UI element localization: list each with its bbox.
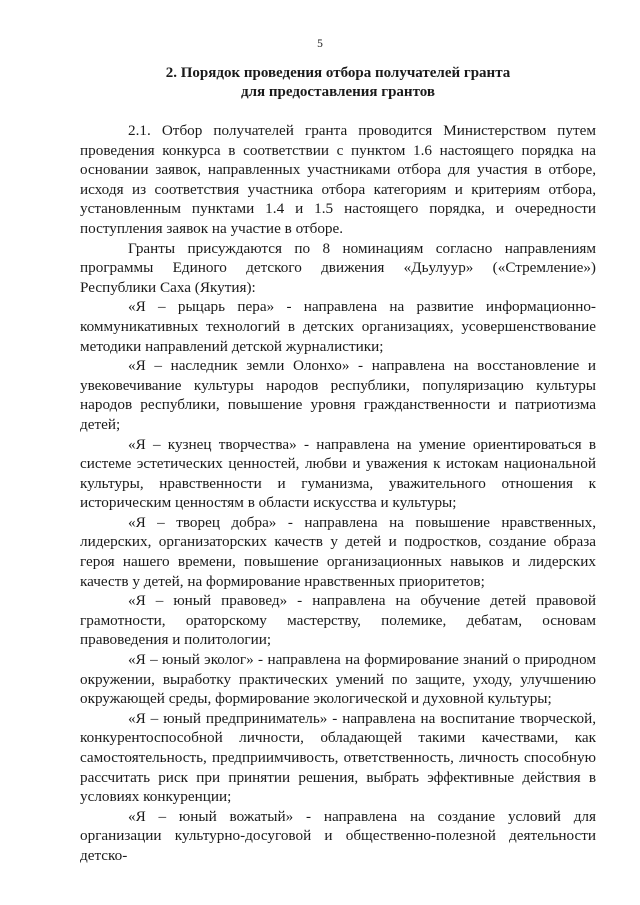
section-heading (80, 64, 596, 102)
document-body (80, 121, 596, 866)
paragraph-nomination-creator-of-good: «Я – творец добра» - направлена на повышение нравственных, лидерских, организаторских качеств у детей и подростков, создание образа героя нашего времени, повышение организационных навыков и лидерских качеств у детей, на формирование нравственных приоритетов; (80, 513, 596, 590)
paragraph-nomination-young-counselor: «Я – юный вожатый» - направлена на создание условий для организации культурно-досуговой и общественно-полезной деятельности детско- (80, 807, 596, 864)
paragraph-nominations-intro: Гранты присуждаются по 8 номинациям согласно направлениям программы Единого детского движения «Дьулуур» («Стремление») Республики Саха (Якутия): (80, 239, 596, 296)
paragraph-nomination-young-entrepreneur: «Я – юный предприниматель» - направлена на воспитание творческой, конкурентоспособной личности, обладающей такими качествами, как самостоятельность, предприимчивость, ответственность, личность способную рассчитать риск при принятии решения, выбрать эффективные действия в условиях конкуренции; (80, 709, 596, 806)
paragraph-nomination-knight-of-pen: «Я – рыцарь пера» - направлена на развитие информационно-коммуникативных технологий в детских организациях, усовершенствование методики направлений детской журналистики; (80, 298, 596, 355)
paragraph-nomination-young-jurist: «Я – юный правовед» - направлена на обучение детей правовой грамотности, ораторскому мастерству, полемике, дебатам, основам правоведения и политологии; (80, 592, 596, 649)
paragraph-nomination-young-ecologist: «Я – юный эколог» - направлена на формирование знаний о природном окружении, выработку практических умений по защите, уходу, улучшению окружающей среды, формирование экологической и духовной культуры; (80, 651, 596, 708)
paragraph-nomination-olonkho-heir: «Я – наследник земли Олонхо» - направлена на восстановление и увековечивание культуры народов республики, популяризацию культуры народов республики, повышение уровня гражданственности и патриотизма детей; (80, 357, 596, 433)
section-heading-line-2: для предоставления грантов (241, 84, 435, 100)
paragraph-nomination-blacksmith-of-creativity: «Я – кузнец творчества» - направлена на умение ориентироваться в системе эстетических ценностей, любви и уважения к истокам национальной культуры, нравственности и гуманизма, уважительного отношения к историческим ценностям в области искусства и культуры; (80, 435, 596, 512)
page-number: 5 (317, 38, 323, 50)
paragraph-selection-procedure: 2.1. Отбор получателей гранта проводится Министерством путем проведения конкурса в соответствии с пунктом 1.6 настоящего порядка на основании заявок, направленных участниками отбора для участия в отборе, исходя из соответствия участника отбора категориям и критериям отбора, установленным пунктами 1.4 и 1.5 настоящего порядка, и очередности поступления заявок на участие в отборе. (80, 122, 596, 237)
section-heading-line-1: 2. Порядок проведения отбора получателей гранта (165, 65, 511, 81)
